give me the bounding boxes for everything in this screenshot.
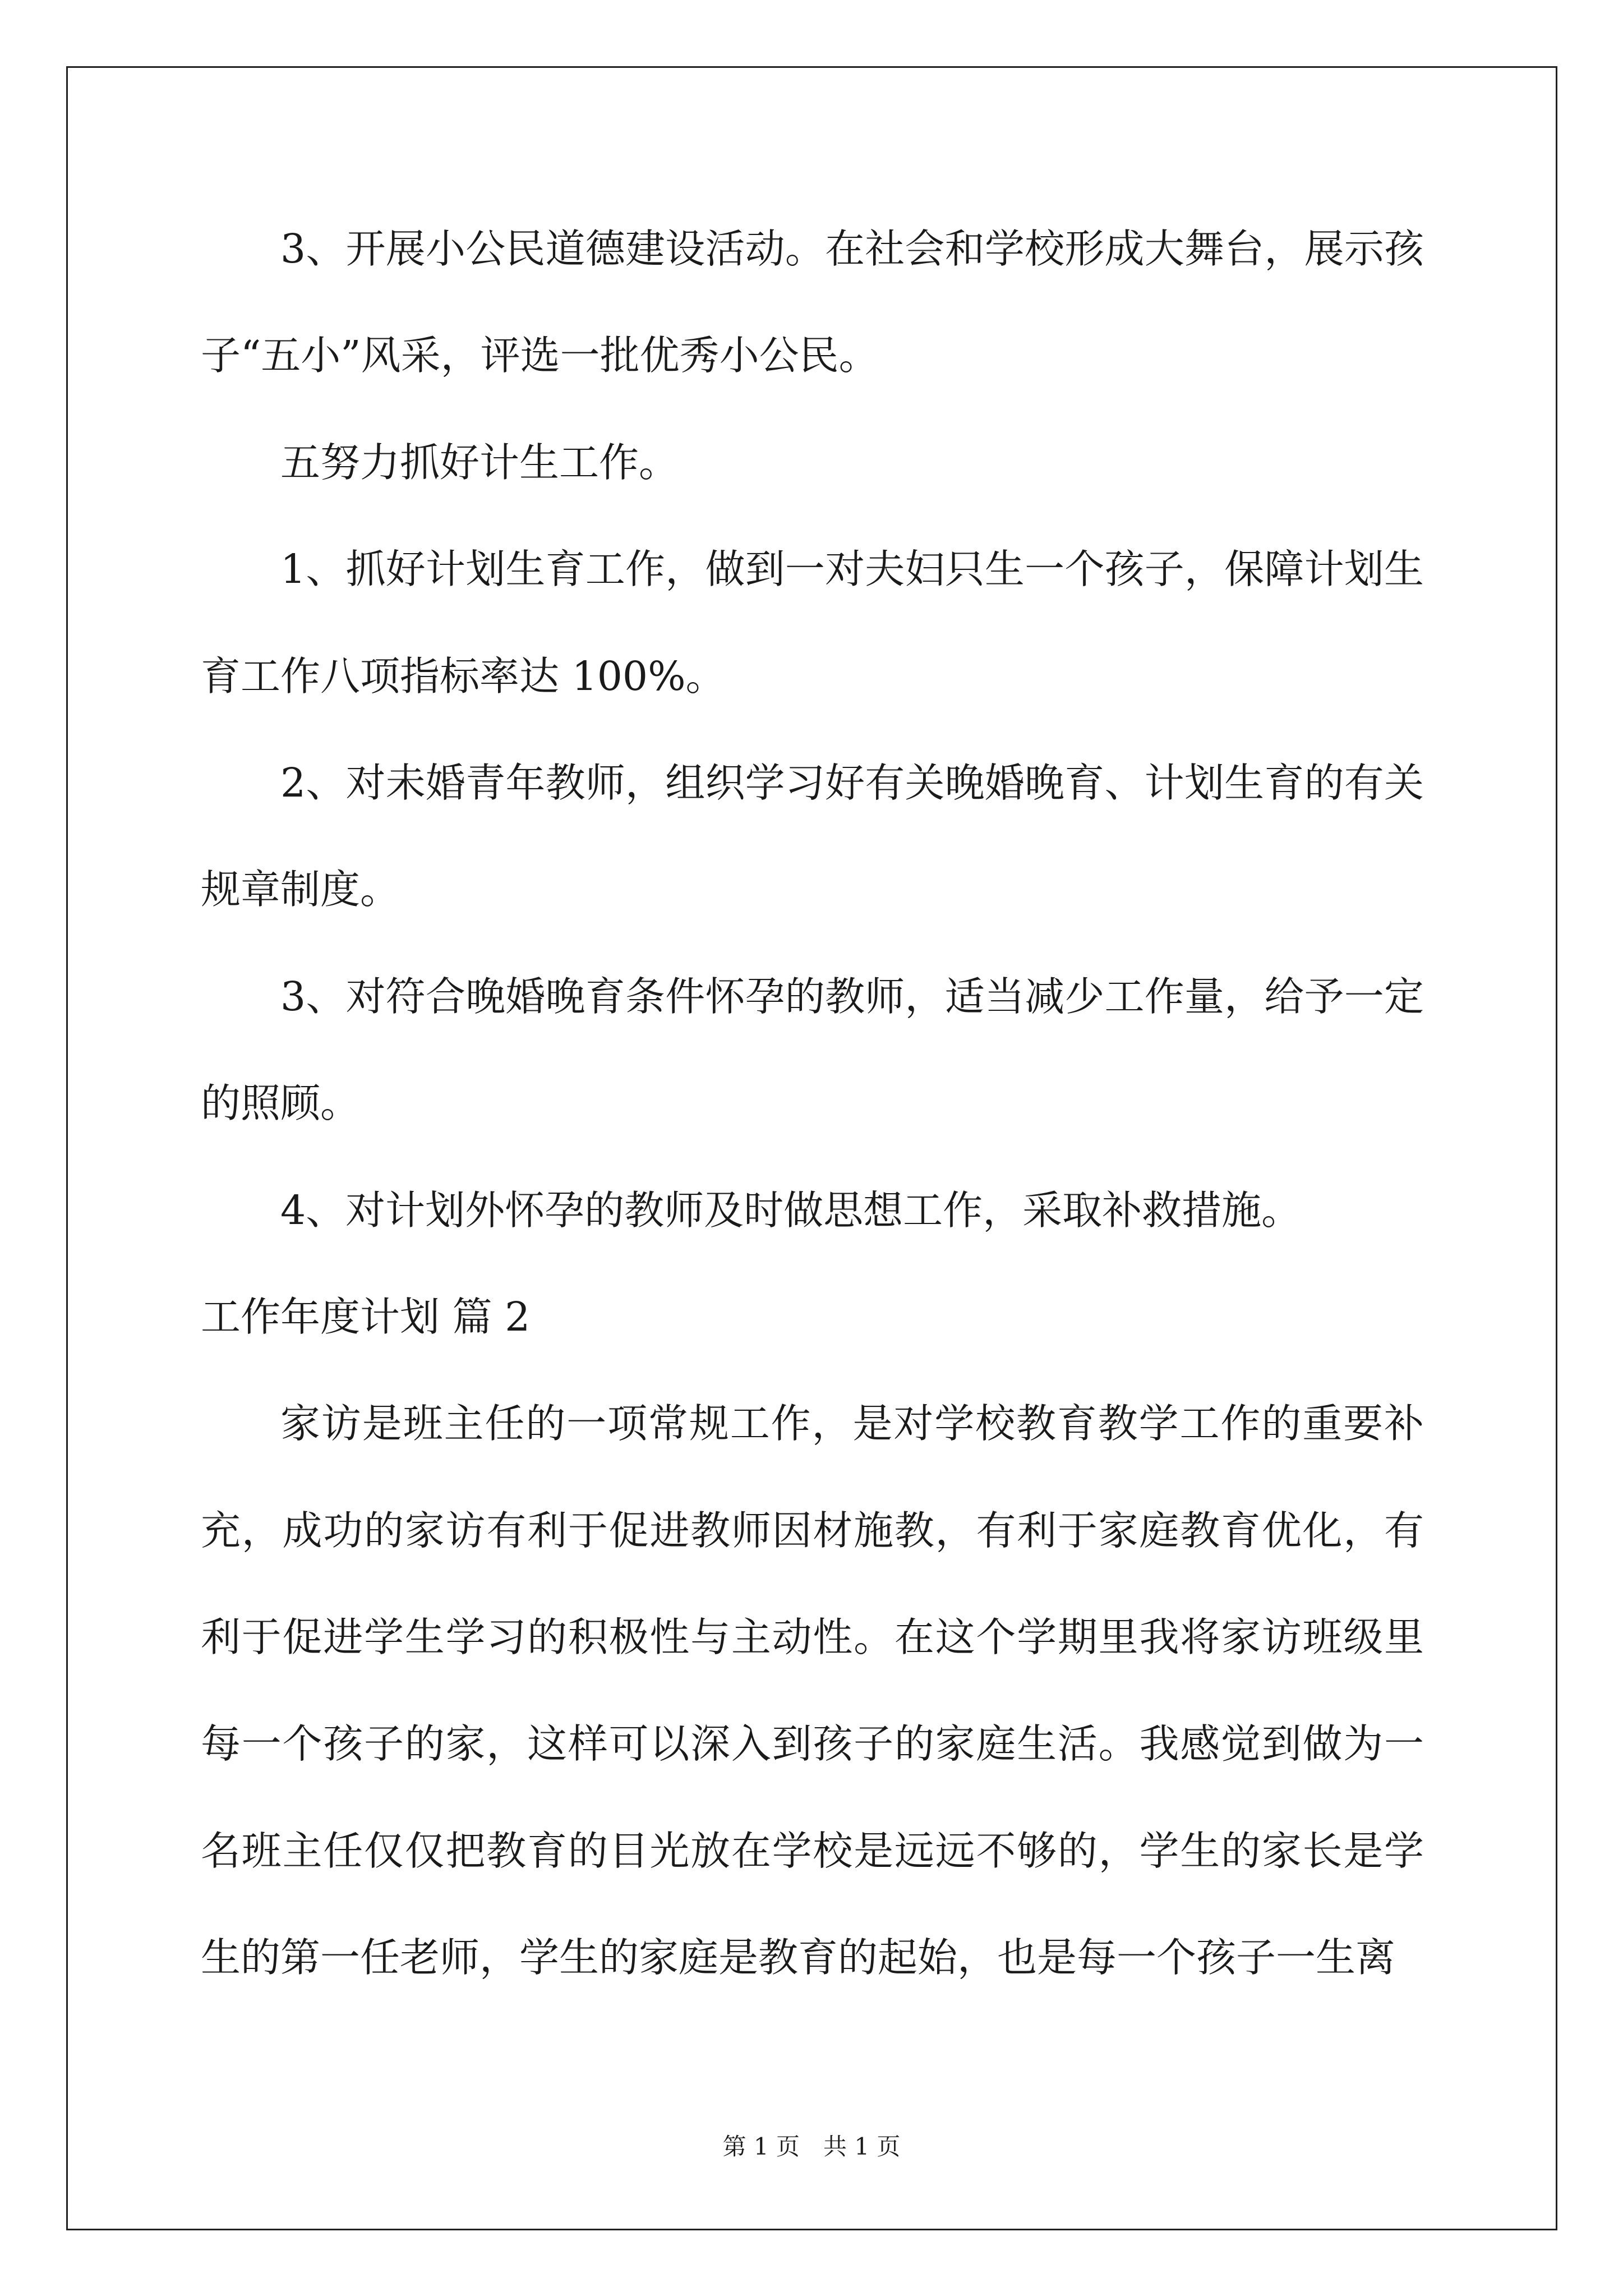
text-line: 规章制度。 xyxy=(201,866,400,913)
text-line: 利于促进学生学习的积极性与主动性。在这个学期里我将家访班级里 xyxy=(201,1614,1424,1661)
paragraph xyxy=(201,196,1424,409)
text-line: 3、对符合晚婚晚育条件怀孕的教师，适当减少工作量，给予一定 xyxy=(280,973,1424,1020)
section-heading xyxy=(201,1264,1424,1370)
paragraph xyxy=(201,409,1424,516)
text-line: 五努力抓好计生工作。 xyxy=(280,439,679,486)
text-line: 4、对计划外怀孕的教师及时做思想工作，采取补救措施。 xyxy=(280,1186,1302,1234)
text-line: 2、对未婚青年教师，组织学习好有关晚婚晚育、计划生育的有关 xyxy=(280,759,1424,806)
paragraph xyxy=(201,516,1424,730)
text-line: 名班主任仅仅把教育的目光放在学校是远远不够的，学生的家长是学 xyxy=(201,1827,1424,1874)
page-footer: 第 1 页 共 1 页 xyxy=(722,2133,901,2160)
text-line: 3、开展小公民道德建设活动。在社会和学校形成大舞台，展示孩 xyxy=(280,226,1424,272)
text-line: 生的第一任老师，学生的家庭是教育的起始，也是每一个孩子一生离 xyxy=(201,1934,1396,1981)
paragraph xyxy=(201,730,1424,944)
paragraph xyxy=(201,944,1424,1157)
text-line: 家访是班主任的一项常规工作，是对学校教育教学工作的重要补 xyxy=(280,1400,1424,1447)
text-line: 的照顾。 xyxy=(201,1080,361,1127)
text-line: 1、抓好计划生育工作，做到一对夫妇只生一个孩子，保障计划生 xyxy=(280,546,1424,593)
text-line: 育工作八项指标率达 100%。 xyxy=(201,652,726,700)
text-line: 充，成功的家访有利于促进教师因材施教，有利于家庭教育优化，有 xyxy=(201,1507,1424,1554)
heading-text: 工作年度计划 篇 2 xyxy=(201,1293,531,1340)
text-line: 子“五小”风采，评选一批优秀小公民。 xyxy=(201,332,879,379)
paragraph xyxy=(201,1157,1424,1264)
document-body xyxy=(201,196,1424,2012)
paragraph xyxy=(201,1370,1424,2011)
text-line: 每一个孩子的家，这样可以深入到孩子的家庭生活。我感觉到做为一 xyxy=(201,1720,1424,1768)
